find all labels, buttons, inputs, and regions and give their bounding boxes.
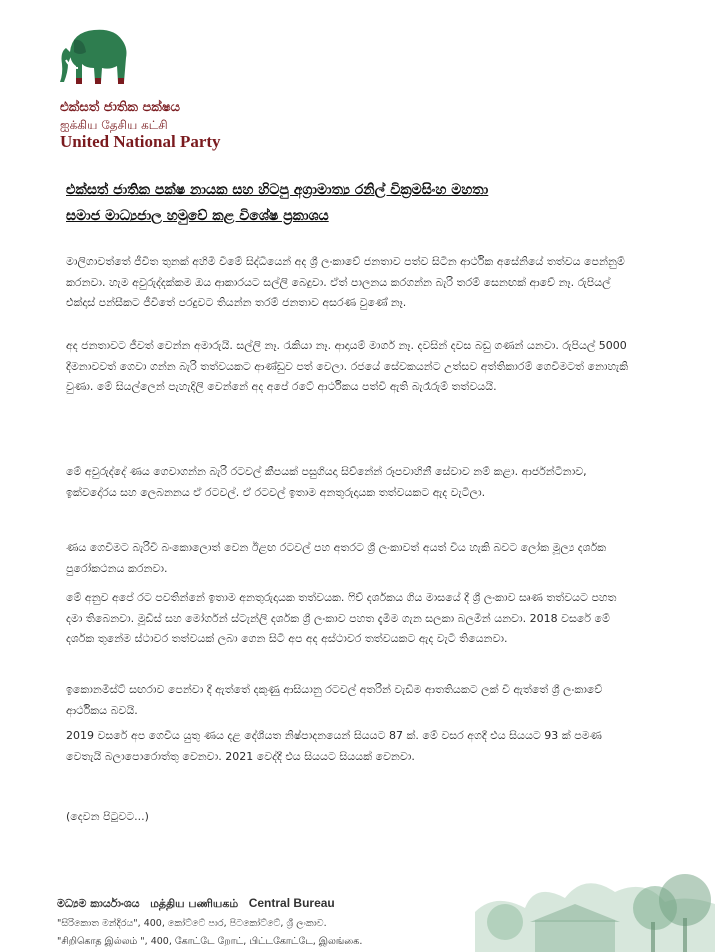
address-tamil: "சிறிகொத இல்லம் ", 400, கோட்டே றோட், பிட்டகோட்டே, இலங்கை. bbox=[57, 936, 363, 947]
body-paragraph-7: 2019 වසරේ අප ගෙවිය යුතු ණය දළ දේශීයත නිෂ්පාදනයෙන් සියයට 87 ක්. මේ වසර අගදී එය සියයට 93 ක් පමණ වෙතැයි බලාපොරොත්තු වෙනවා. 2021 වෙද්දී එය සියයට සියයක් වෙනවා. bbox=[66, 729, 602, 763]
body-paragraph-5: මේ අනුව අපේ රට පවතින්නේ ඉතාම අනතුරුදායක තත්වයක. ෆිච් දර්ශකය ගිය මාසයේ දී ශ්‍රී ලංකාව සෘණ තත්වයට පහත දමා තිබෙනවා. මූඩීස් සහ මෝර්ගන් ස්ටැන්ලි දර්ශක ශ්‍රී ලංකාව පහත දැමීම ගැන සලකා බලමින් යනවා. 2018 වසරේ මේ දර්ශක තුනේම ස්ථාවර තත්වයක් ලබා ගෙන සිටි අප අද අස්ථාවර තත්වයකට ඇද වැටී තියෙනවා. bbox=[66, 591, 617, 645]
party-name-sinhala: එක්සත් ජාතික පක්ෂය bbox=[60, 100, 181, 115]
party-name-tamil: ஐக்கிய தேசிய கட்சி bbox=[60, 118, 168, 132]
continued-note: (දෙවන පිටුවට...) bbox=[66, 810, 149, 823]
office-english: Central Bureau bbox=[248, 896, 335, 910]
office-tamil: மத்திய பணியகம் bbox=[150, 897, 239, 910]
address-sinhala: "සිරිකොත මන්දිරය", 400, කෝට්ටේ පාර, පිටකෝට්ටේ, ශ්‍රී ලංකාව. bbox=[57, 918, 327, 929]
headline-line-2: සමාජ මාධ්‍යජාල හමුවේ කළ විශේෂ ප්‍රකාශය bbox=[66, 208, 329, 224]
footer-office-line bbox=[57, 896, 335, 912]
central-bureau-illustration bbox=[415, 842, 715, 952]
body-paragraph-6: ඉකොනමිස්ට් සඟරාව පෙන්වා දී ඇත්තේ දකුණු ආසියානු රටවල් අතරින් වැඩිම ආතතියකට ලක් වී ඇත්තේ ශ්‍රී ලංකාවේ ආර්ථිකය බවයි. bbox=[66, 683, 603, 717]
body-paragraph-3: මේ අවුරුද්දේ ණය ගෙවාගන්න බැරි රටවල් කීපයක් පසුගියදා සිව්නේන් රූපවාහිනී සේවාව නම් කළා. ආර්ජන්ටීනාව, ඉක්වදෝරය සහ ලෙබනනය ඒ රටවල්. ඒ රටවල් ඉතාම අනතුරුදායක තත්වයකට ඇද වැටිලා. bbox=[66, 465, 587, 499]
body-paragraph-4: ණය ගෙවීමට බැරිවී බංකොලොත් වෙන ඊළඟ රටවල් පහ අතරට ශ්‍රී ලංකාවත් අයත් විය හැකි බවට ලෝක මූල්‍ය දර්ශක පුරෝකථනය කරනවා. bbox=[66, 541, 607, 575]
statement-headline bbox=[66, 177, 626, 229]
elephant-logo-icon bbox=[56, 22, 136, 88]
office-sinhala: මධ්‍යම කාර්යාංශය bbox=[57, 897, 140, 910]
headline-line-1: එක්සත් ජාතික පක්ෂ නායක සහ හිටපු අග්‍රාමාත්‍ය රනිල් වික්‍රමසිංහ මහතා bbox=[66, 182, 489, 198]
body-paragraph-2: අද ජනතාවට ජීවත් වෙන්න අමාරුයි. සල්ලි නෑ. රැකියා නෑ. ආදායම් මාර්ග නෑ. දවසින් දවස බඩු ගණන් යනවා. රුපියල් 5000 දීමනාවවත් ගෙවා ගන්න බැරි තත්වයකට ආණ්ඩුව පත් වෙලා. රජයේ සේවකයන්ට උත්සව අත්තිකාරම් ගෙවීමටත් නොහැකි වුණා. මේ සියල්ලෙන් පැහැදිලි වෙන්නේ අද අපේ රටේ ආර්ථිකය පත්වී ඇති බැරෑරුම් තත්වයයි. bbox=[66, 339, 629, 393]
party-name-english: United National Party bbox=[60, 132, 221, 151]
body-paragraph-1: මාලිගාවත්තේ ජීවිත තුනක් අහිමි වීමේ සිද්ධියෙන් අද ශ්‍රී ලංකාවේ ජනතාව පත්ව සිටින ආර්ථික අසේනියේ තත්වය පෙන්නුම් කරනවා. හැම අවුරුද්දක්කම ඔය ආකාරයට සල්ලි බෙදුවා. ඒත් පාලනය කරගන්න බැරි තරම් සෙනඟක් ආවේ නෑ. රුපියල් එක්දාස් පන්සීකට ජීවිතේ පරදුවට තියන්න තරම් ජනතාව අසරණ වුණේ නෑ. bbox=[66, 255, 625, 309]
